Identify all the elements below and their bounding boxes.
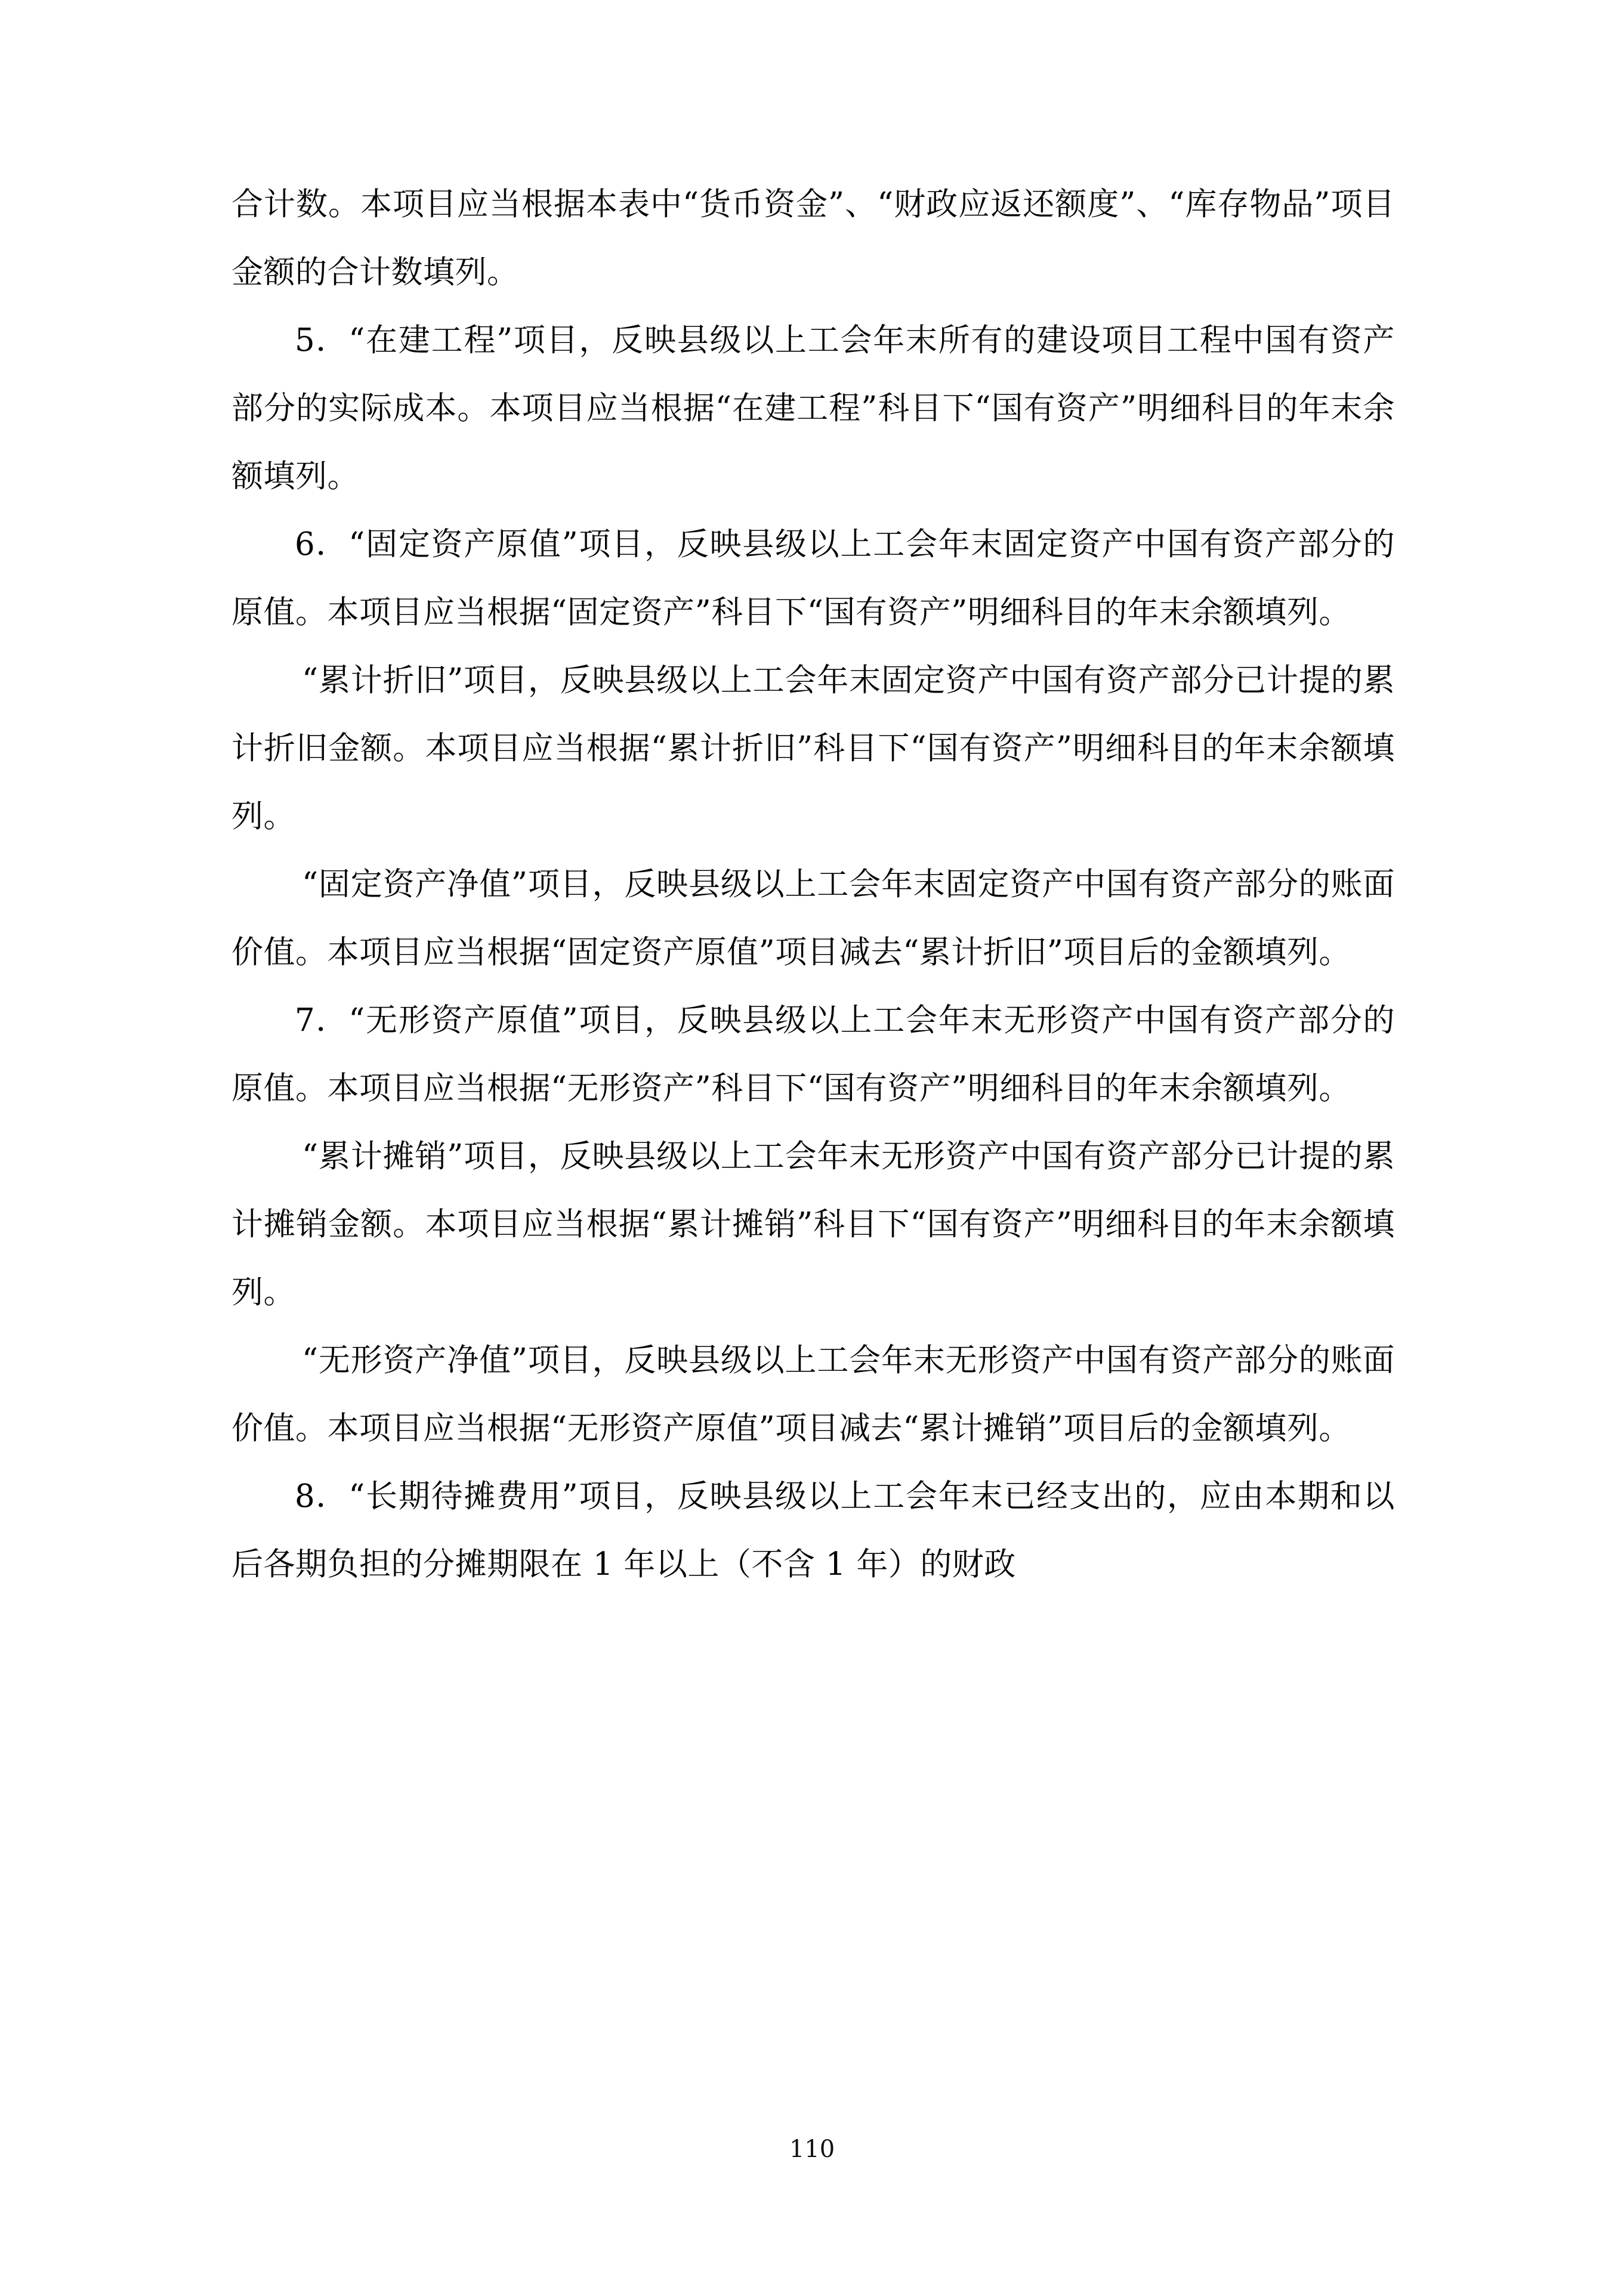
page-number: 110 [789, 2136, 835, 2163]
paragraph-item-7b: “累计摊销”项目，反映县级以上工会年末无形资产中国有资产部分已计提的累计摊销金额。本项目应当根据“累计摊销”科目下“国有资产”明细科目的年末余额填列。 [231, 1138, 1395, 1311]
paragraph-item-8: 8．“长期待摊费用”项目，反映县级以上工会年末已经支出的，应由本期和以后各期负担的分摊期限在 1 年以上（不含 1 年）的财政 [231, 1478, 1395, 1583]
paragraph-item-5: 5．“在建工程”项目，反映县级以上工会年末所有的建设项目工程中国有资产部分的实际成本。本项目应当根据“在建工程”科目下“国有资产”明细科目的年末余额填列。 [231, 322, 1395, 495]
paragraph-item-7: 7．“无形资产原值”项目，反映县级以上工会年末无形资产中国有资产部分的原值。本项目应当根据“无形资产”科目下“国有资产”明细科目的年末余额填列。 [231, 1002, 1395, 1107]
paragraph-item-6c: “固定资产净值”项目，反映县级以上工会年末固定资产中国有资产部分的账面价值。本项目应当根据“固定资产原值”项目减去“累计折旧”项目后的金额填列。 [231, 866, 1395, 971]
paragraph-item-7c: “无形资产净值”项目，反映县级以上工会年末无形资产中国有资产部分的账面价值。本项目应当根据“无形资产原值”项目减去“累计摊销”项目后的金额填列。 [231, 1342, 1395, 1447]
page-body [231, 171, 1395, 1599]
paragraph-continued: 合计数。本项目应当根据本表中“货币资金”、“财政应返还额度”、“库存物品”项目金额的合计数填列。 [231, 186, 1395, 291]
paragraph-item-6b: “累计折旧”项目，反映县级以上工会年末固定资产中国有资产部分已计提的累计折旧金额。本项目应当根据“累计折旧”科目下“国有资产”明细科目的年末余额填列。 [231, 662, 1395, 835]
paragraph-item-6: 6．“固定资产原值”项目，反映县级以上工会年末固定资产中国有资产部分的原值。本项目应当根据“固定资产”科目下“国有资产”明细科目的年末余额填列。 [231, 526, 1395, 631]
